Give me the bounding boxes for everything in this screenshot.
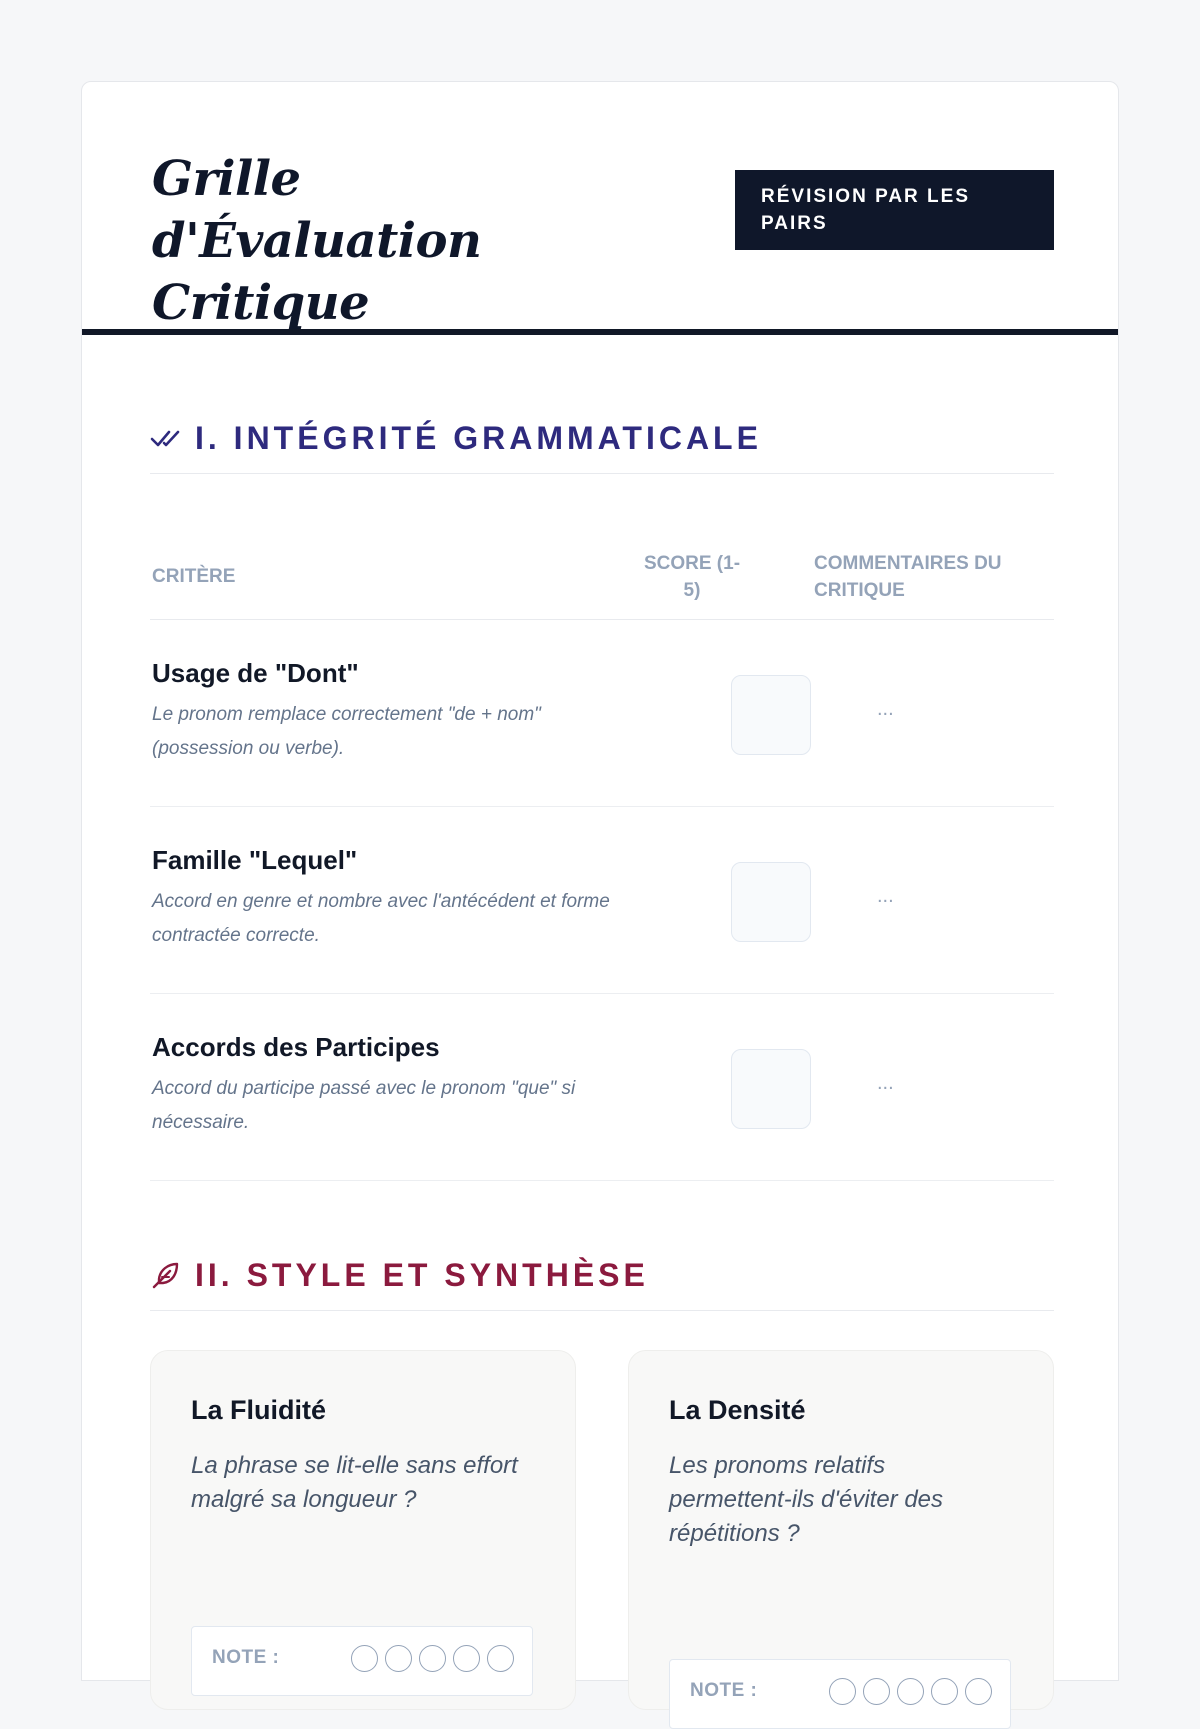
score-input[interactable] [731, 675, 811, 755]
density-card [628, 1350, 1054, 1710]
fluidity-card [150, 1350, 576, 1710]
criterion-title: Accords des Participes [152, 1032, 440, 1062]
note-label: NOTE : [690, 1680, 758, 1701]
section-grammar-heading [150, 414, 1054, 474]
comment-field[interactable]: ... [877, 1072, 894, 1094]
rating-box [669, 1659, 1011, 1729]
card-title: La Densité [669, 1395, 806, 1425]
card-description: La phrase se lit-elle sans effort malgré sa longueur ? [191, 1452, 518, 1513]
column-header-comments: COMMENTAIRES DU CRITIQUE [814, 553, 1002, 601]
table-row [150, 994, 1054, 1181]
score-input[interactable] [731, 1049, 811, 1129]
column-header-criteria: CRITÈRE [152, 566, 236, 587]
peer-review-badge: RÉVISION PAR LES PAIRS [735, 170, 1054, 250]
rating-options [829, 1678, 992, 1705]
section-grammar-title: I. INTÉGRITÉ GRAMMATICALE [195, 420, 762, 456]
table-row [150, 807, 1054, 994]
section-style-title: II. STYLE ET SYNTHÈSE [195, 1257, 649, 1293]
evaluation-card [81, 81, 1119, 1701]
column-header-score: SCORE (1-5) [643, 553, 741, 601]
rating-radio-1[interactable] [351, 1645, 378, 1672]
comment-field[interactable]: ... [877, 698, 894, 720]
score-input[interactable] [731, 862, 811, 942]
criterion-description: Accord en genre et nombre avec l'antécédent et forme contractée correcte. [152, 891, 610, 946]
rating-radio-1[interactable] [829, 1678, 856, 1705]
card-header [82, 82, 1118, 335]
table-header [150, 530, 1054, 620]
table-row [150, 620, 1054, 807]
page-title: Grille d'Évaluation Critique [152, 151, 482, 331]
note-label: NOTE : [212, 1647, 280, 1668]
rating-radio-3[interactable] [419, 1645, 446, 1672]
rating-radio-4[interactable] [931, 1678, 958, 1705]
comment-field[interactable]: ... [877, 885, 894, 907]
criterion-description: Accord du participe passé avec le pronom "que" si nécessaire. [152, 1078, 576, 1133]
double-check-icon [150, 422, 182, 454]
card-description: Les pronoms relatifs permettent-ils d'éviter des répétitions ? [669, 1452, 944, 1547]
rating-radio-5[interactable] [487, 1645, 514, 1672]
feather-icon [150, 1259, 182, 1291]
rating-radio-5[interactable] [965, 1678, 992, 1705]
rating-radio-4[interactable] [453, 1645, 480, 1672]
criterion-title: Famille "Lequel" [152, 845, 358, 875]
rating-radio-2[interactable] [863, 1678, 890, 1705]
card-title: La Fluidité [191, 1395, 326, 1425]
criterion-title: Usage de "Dont" [152, 658, 359, 688]
rating-box [191, 1626, 533, 1696]
rating-radio-2[interactable] [385, 1645, 412, 1672]
rating-options [351, 1645, 514, 1672]
section-style-heading [150, 1251, 1054, 1311]
rating-radio-3[interactable] [897, 1678, 924, 1705]
criterion-description: Le pronom remplace correctement "de + nom" (possession ou verbe). [152, 704, 541, 759]
